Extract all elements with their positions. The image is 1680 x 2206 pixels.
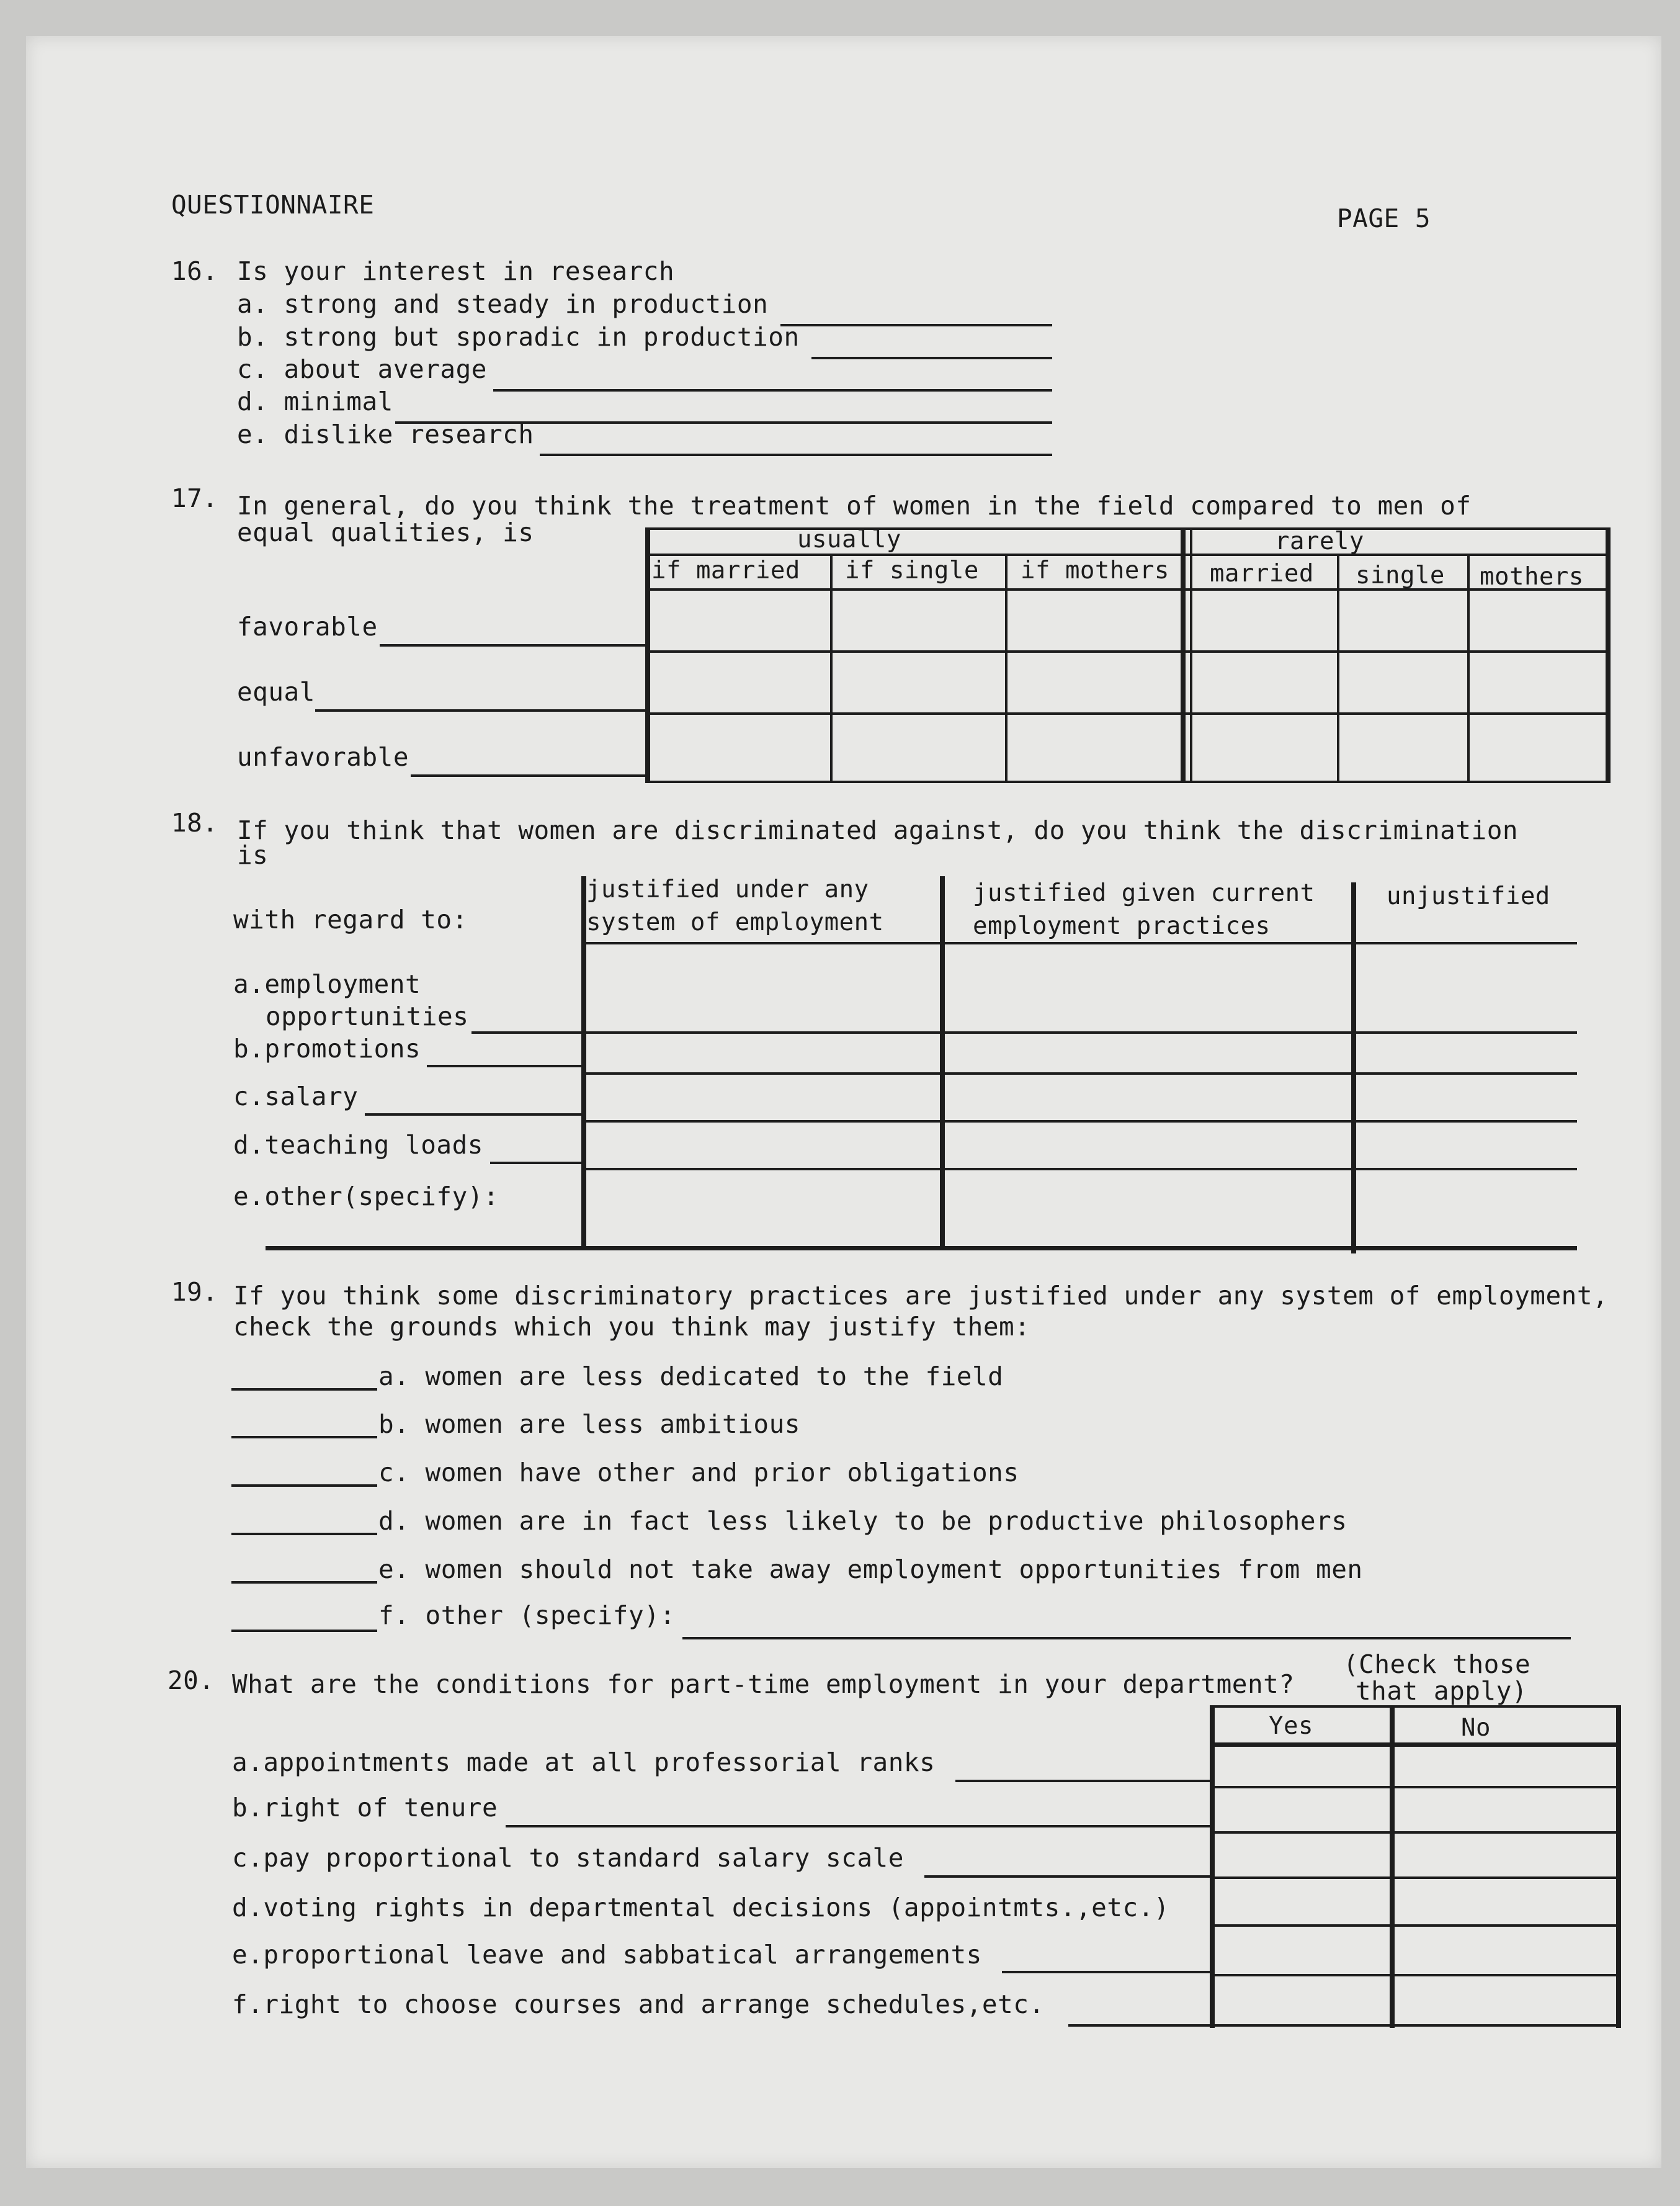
q16-answer-line-c[interactable]: [493, 389, 1052, 392]
q18-row-b: b.promotions: [233, 1034, 421, 1064]
q20-number: 20.: [168, 1666, 215, 1695]
document-title: QUESTIONNAIRE: [171, 190, 375, 220]
q19-check-blank-c[interactable]: [231, 1484, 377, 1487]
q18-row-e: e.other(specify):: [233, 1181, 499, 1211]
q19-option-c: c. women have other and prior obligations: [378, 1458, 1019, 1487]
q20-row-f-line: [1068, 2024, 1210, 2027]
q16-number: 16.: [171, 256, 218, 286]
q16-option-d: d. minimal: [237, 387, 393, 416]
q18-question-line2: is: [237, 840, 269, 870]
q17-number: 17.: [171, 483, 218, 513]
q16-answer-line-a[interactable]: [780, 324, 1052, 326]
q17-col-if-single: if single: [845, 557, 979, 585]
q16-question: Is your interest in research: [237, 256, 675, 286]
q18-col-justified-any-1: justified under any: [586, 876, 869, 903]
q19-specify-line[interactable]: [682, 1637, 1571, 1639]
q17-group-rarely: rarely: [1275, 527, 1364, 555]
page-number: PAGE 5: [1337, 204, 1431, 233]
q18-row-c: c.salary: [233, 1082, 359, 1111]
q18-col-unjustified: unjustified: [1387, 882, 1550, 910]
q20-note-line1: (Check those: [1343, 1649, 1531, 1679]
q19-option-e: e. women should not take away employment opportunities from men: [378, 1554, 1363, 1584]
q20-row-e-line: [1002, 1971, 1210, 1973]
q16-option-a: a. strong and steady in production: [237, 289, 769, 319]
q17-row-favorable: favorable: [237, 612, 378, 642]
q17-col-single: single: [1356, 562, 1445, 590]
q19-question-line2: check the grounds which you think may justify them:: [233, 1312, 1030, 1342]
q16-option-c: c. about average: [237, 354, 487, 384]
q17-col-if-married: if married: [651, 557, 800, 585]
q17-row-equal-line: [315, 709, 645, 712]
q17-row-equal: equal: [237, 677, 315, 707]
q19-check-blank-e[interactable]: [231, 1581, 377, 1584]
q16-answer-line-e[interactable]: [540, 454, 1052, 456]
q19-option-f: f. other (specify):: [378, 1600, 676, 1630]
q20-note-line2: that apply): [1356, 1676, 1528, 1706]
q19-question-line1: If you think some discriminatory practices are justified under any system of employment,: [233, 1281, 1609, 1311]
q20-row-e: e.proportional leave and sabbatical arrangements: [232, 1940, 982, 1970]
q20-row-d: d.voting rights in departmental decisions (appointmts.,etc.): [232, 1893, 1170, 1922]
q16-answer-line-b[interactable]: [811, 357, 1052, 359]
q18-row-b-line: [427, 1065, 582, 1067]
q17-question-line2: equal qualities, is: [237, 518, 534, 547]
q18-question-line1: If you think that women are discriminated against, do you think the discrimination: [237, 815, 1519, 845]
q19-check-blank-d[interactable]: [231, 1533, 377, 1535]
q17-group-usually: usually: [797, 526, 901, 554]
q17-question-line1: In general, do you think the treatment of women in the field compared to men of: [237, 491, 1472, 521]
q18-number: 18.: [171, 808, 218, 838]
q20-row-a: a.appointments made at all professorial ranks: [232, 1747, 936, 1777]
q18-row-a-line2: opportunities: [266, 1002, 469, 1031]
q18-col-justified-current-1: justified given current: [973, 879, 1315, 907]
q20-question: What are the conditions for part-time employment in your department?: [232, 1669, 1295, 1699]
q16-option-e: e. dislike research: [237, 419, 534, 449]
q18-row-a-line1: a.employment: [233, 969, 421, 999]
q19-number: 19.: [171, 1277, 218, 1307]
q19-option-d: d. women are in fact less likely to be productive philosophers: [378, 1506, 1347, 1536]
q19-check-blank-b[interactable]: [231, 1436, 377, 1438]
q20-row-c: c.pay proportional to standard salary scale: [232, 1843, 904, 1873]
q20-row-c-line: [924, 1875, 1210, 1878]
q19-option-b: b. women are less ambitious: [378, 1409, 800, 1439]
q16-option-b: b. strong but sporadic in production: [237, 322, 800, 352]
q17-row-unfavorable: unfavorable: [237, 742, 409, 772]
q18-col-justified-any-2: system of employment: [586, 908, 884, 936]
q17-col-mothers: mothers: [1480, 563, 1584, 591]
q20-col-no: No: [1461, 1714, 1491, 1742]
q19-option-a: a. women are less dedicated to the field: [378, 1361, 1004, 1391]
q20-row-f: f.right to choose courses and arrange schedules,etc.: [232, 1989, 1045, 2019]
q19-check-blank-a[interactable]: [231, 1388, 377, 1391]
q20-row-b: b.right of tenure: [232, 1793, 498, 1823]
q18-col-justified-current-2: employment practices: [973, 912, 1271, 940]
q17-col-married: married: [1210, 560, 1314, 588]
q20-col-yes: Yes: [1269, 1712, 1313, 1740]
q20-row-a-line: [955, 1780, 1210, 1782]
q18-row-c-line: [365, 1113, 582, 1116]
q17-row-favorable-line: [380, 644, 645, 647]
q17-row-unfavorable-line: [411, 774, 645, 777]
q18-row-d-line: [490, 1162, 582, 1164]
q18-row-d: d.teaching loads: [233, 1130, 483, 1160]
q20-row-b-line: [506, 1825, 1210, 1827]
q18-regard-label: with regard to:: [233, 905, 468, 935]
q19-check-blank-f[interactable]: [231, 1630, 377, 1632]
q17-col-if-mothers: if mothers: [1021, 557, 1169, 585]
